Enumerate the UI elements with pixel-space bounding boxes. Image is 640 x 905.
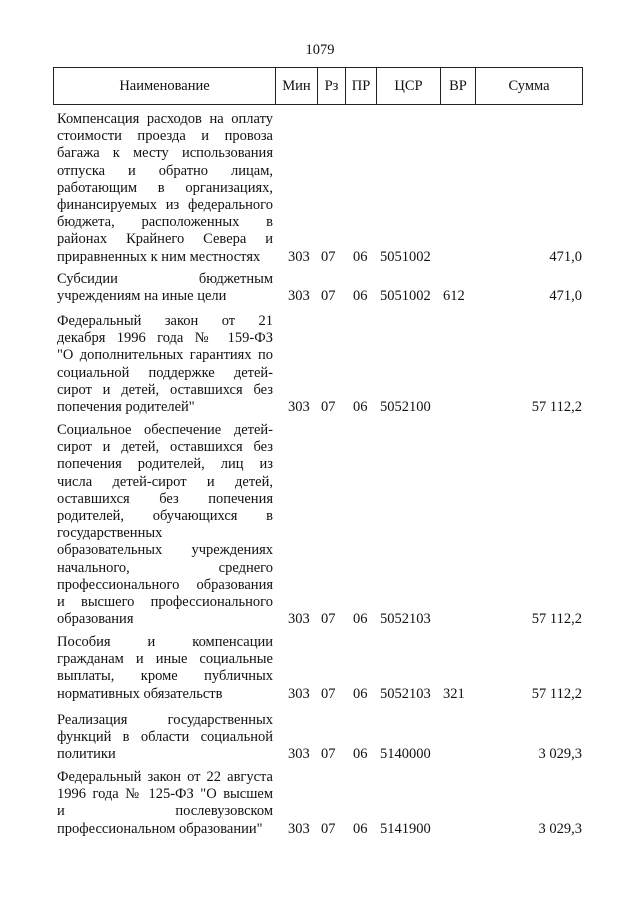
row-name [57, 634, 273, 703]
cell-rz: 07 [321, 611, 336, 628]
cell-pr: 06 [353, 820, 368, 837]
cell-csr: 5141900 [380, 820, 431, 837]
row-name-line: 1996 года № 125-ФЗ "О высшем [57, 786, 273, 803]
cell-min: 303 [288, 399, 310, 415]
header-pr: ПР [345, 68, 376, 104]
row-name-line: числа детей-сирот и детей, [57, 473, 273, 490]
row-name-line: выплаты, кроме публичных [57, 668, 273, 685]
row-name-line: Социальное обеспечение детей- [57, 422, 273, 438]
cell-min: 303 [288, 611, 310, 628]
cell-pr: 06 [353, 746, 368, 763]
row-name-line: Субсидии бюджетным [57, 271, 273, 287]
row-name-line: сирот и детей, оставшихся без [57, 381, 273, 398]
cell-pr: 06 [353, 399, 368, 415]
cell-csr: 5051002 [380, 248, 431, 265]
row-name-line: приравненных к ним местностях [57, 248, 261, 265]
cell-rz: 07 [321, 248, 336, 265]
cell-pr: 06 [353, 685, 368, 702]
row-name-line: попечения родителей, лиц из [57, 456, 273, 473]
row-name-line: Реализация государственных [57, 712, 273, 728]
row-name-line: учреждениям на иные цели [57, 288, 227, 305]
row-name-line: государственных [57, 525, 163, 542]
row-name-line: попечения родителей" [57, 398, 195, 415]
row-name [57, 422, 273, 628]
row-name [57, 313, 273, 416]
row-name-line: Федеральный закон от 22 августа [57, 769, 273, 785]
row-name-line: сирот и детей, оставшихся без [57, 439, 273, 456]
row-name [57, 712, 273, 764]
header-vr: ВР [440, 68, 475, 104]
header-csr: ЦСР [376, 68, 440, 104]
row-name-line: профессиональном образовании" [57, 820, 263, 837]
cell-rz: 07 [321, 820, 336, 837]
header-min: Мин [275, 68, 317, 104]
header-name: Наименование [119, 78, 210, 94]
cell-sum: 57 112,2 [531, 399, 582, 415]
row-name-line: социальной поддержке детей- [57, 364, 273, 381]
header-rz: Рз [317, 68, 345, 104]
cell-csr: 5052100 [380, 399, 431, 415]
cell-csr: 5052103 [380, 685, 431, 702]
table-header [53, 67, 583, 105]
row-name [57, 271, 273, 305]
cell-pr: 06 [353, 611, 368, 628]
cell-min: 303 [288, 685, 310, 702]
header-sum: Сумма [475, 68, 582, 104]
row-name-line: и послевузовском [57, 803, 273, 820]
row-name [57, 111, 273, 266]
row-name-line: образования [57, 611, 134, 628]
page-number: 1079 [305, 42, 335, 58]
cell-sum: 57 112,2 [531, 685, 582, 702]
row-name-line: политики [57, 746, 116, 763]
cell-vr: 321 [443, 685, 465, 702]
cell-min: 303 [288, 746, 310, 763]
row-name-line: работающим в организациях, [57, 179, 273, 196]
row-name-line: декабря 1996 года № 159-ФЗ [57, 330, 273, 347]
cell-csr: 5140000 [380, 746, 431, 763]
cell-sum: 3 029,3 [538, 746, 582, 763]
row-name-line: финансируемых из федерального [57, 196, 273, 213]
row-name-line: стоимости проезда и провоза [57, 128, 273, 145]
row-name-line: функций в области социальной [57, 729, 273, 746]
row-name [57, 769, 273, 838]
cell-min: 303 [288, 820, 310, 837]
row-name-line: профессионального образования [57, 576, 273, 593]
row-name-line: и высшего профессионального [57, 593, 273, 610]
cell-rz: 07 [321, 399, 336, 415]
row-name-line: начального, среднего [57, 559, 273, 576]
row-name-line: Пособия и компенсации [57, 634, 273, 650]
row-name-line: родителей, обучающихся в [57, 507, 273, 524]
row-name-line: багажа к месту использования [57, 145, 273, 162]
row-name-line: Федеральный закон от 21 [57, 313, 273, 329]
cell-vr: 612 [443, 288, 465, 305]
row-name-line: образовательных учреждениях [57, 542, 273, 559]
cell-rz: 07 [321, 685, 336, 702]
cell-rz: 07 [321, 288, 336, 305]
cell-pr: 06 [353, 288, 368, 305]
cell-min: 303 [288, 248, 310, 265]
row-name-line: отпуска и обратно лицам, [57, 162, 273, 179]
cell-csr: 5052103 [380, 611, 431, 628]
cell-pr: 06 [353, 248, 368, 265]
cell-rz: 07 [321, 746, 336, 763]
row-name-line: бюджета, расположенных в [57, 214, 273, 231]
row-name-line: "О дополнительных гарантиях по [57, 347, 273, 364]
row-name-line: Компенсация расходов на оплату [57, 111, 273, 127]
cell-sum: 471,0 [549, 288, 582, 305]
cell-sum: 57 112,2 [531, 611, 582, 628]
cell-min: 303 [288, 288, 310, 305]
cell-sum: 3 029,3 [538, 820, 582, 837]
row-name-line: нормативных обязательств [57, 685, 223, 702]
row-name-line: районах Крайнего Севера и [57, 231, 273, 248]
row-name-line: оставшихся без попечения [57, 490, 273, 507]
cell-sum: 471,0 [549, 248, 582, 265]
row-name-line: гражданам и иные социальные [57, 651, 273, 668]
cell-csr: 5051002 [380, 288, 431, 305]
